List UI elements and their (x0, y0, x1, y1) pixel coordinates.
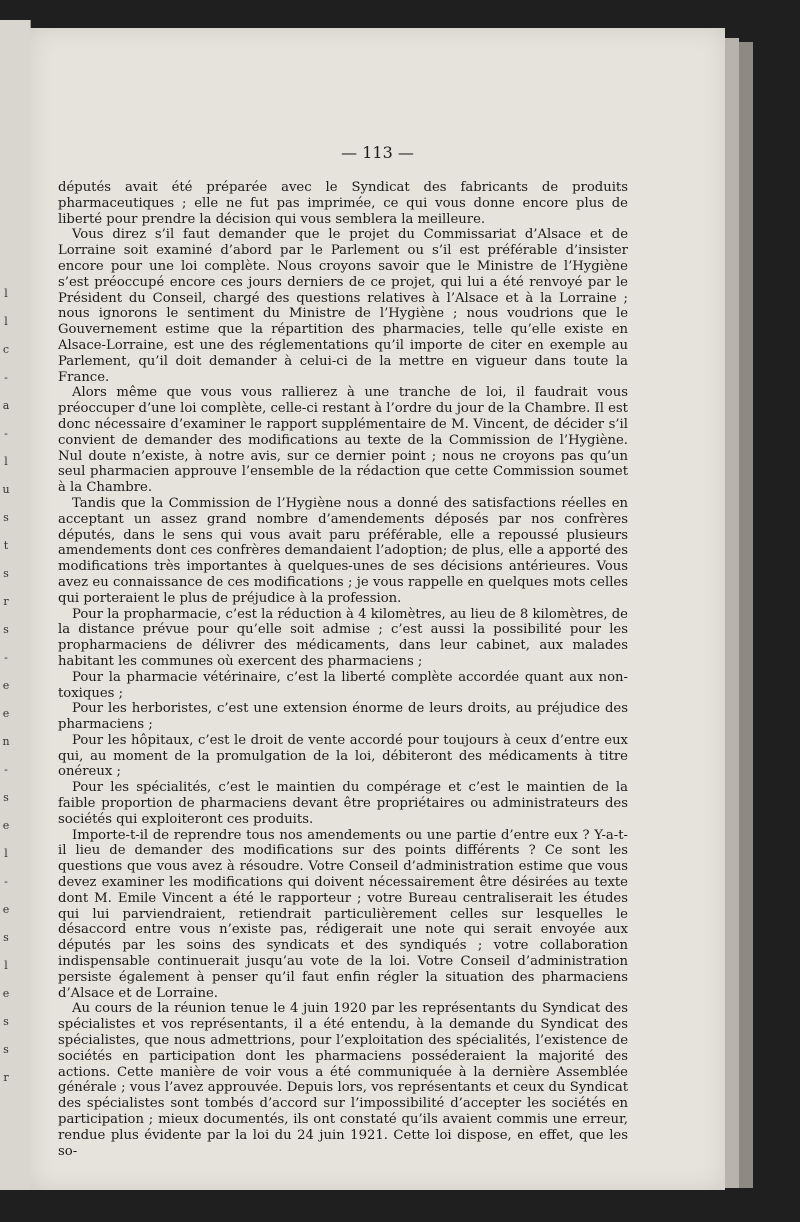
body-text (58, 180, 628, 1159)
margin-mark: e (2, 679, 10, 692)
margin-mark: e (2, 987, 10, 1000)
paragraph: Pour la pharmacie vétérinaire, c’est la liberté complète accordée quant aux non-toxiques ; (58, 669, 628, 701)
margin-mark: l (4, 959, 8, 972)
margin-marks (0, 280, 12, 1092)
document-page (30, 28, 725, 1190)
page-number: — 113 — (341, 143, 414, 162)
margin-mark: l (4, 455, 8, 468)
margin-mark: s (3, 511, 9, 524)
margin-mark: l (4, 847, 8, 860)
margin-mark: r (3, 595, 9, 608)
margin-mark: s (3, 791, 9, 804)
margin-mark: r (3, 1071, 9, 1084)
previous-page-edge (0, 20, 31, 1190)
paragraph: Pour les herboristes, c’est une extension énorme de leurs droits, au préjudice des pharmaciens ; (58, 701, 628, 733)
paragraph: Au cours de la réunion tenue le 4 juin 1920 par les représentants du Syndicat des spécialistes et vos représentants, il a été entendu, à la demande du Syndicat des spécialistes, que nous admettrions, pour l’exploitation des spécialités, l’existence de sociétés en participation dont les pharmaciens posséderaient la majorité des actions. Cette manière de voir vous a été communiquée à la dernière Assemblée générale ; vous l’avez approuvée. Depuis lors, vos représentants et ceux du Syndicat des spécialistes sont tombés d’accord sur l’impossibilité d’accepter les sociétés en participation ; mieux documentés, ils ont constaté qu’ils avaient commis une erreur, rendue plus évidente par la loi du 24 juin 1921. Cette loi dispose, en effet, que les so- (58, 1001, 628, 1159)
margin-mark: e (2, 903, 10, 916)
margin-mark: u (2, 483, 10, 496)
margin-mark: l (4, 315, 8, 328)
paragraph: Tandis que la Commission de l’Hygiène nous a donné des satisfactions réelles en acceptant un assez grand nombre d’amendements déposés par nos confrères députés, dans le sens qui vous avait paru préférable, elle a repoussé plusieurs amendements dont ces confrères demandaient l’adoption; de plus, elle a apporté des modifications très importantes à quelques-unes de ses décisions antérieures. Vous avez eu connaissance de ces modifications ; je vous rappelle en quelques mots celles qui porteraient le plus de préjudice à la profession. (58, 495, 628, 606)
paragraph: Alors même que vous vous rallierez à une tranche de loi, il faudrait vous préoccuper d’une loi complète, celle-ci restant à l’ordre du jour de la Chambre. Il est donc nécessaire d’examiner le rapport supplémentaire de M. Vincent, de décider s’il convient de demander des modifications au texte de la Commission de l’Hygiène. Nul doute n’existe, à notre avis, sur ce dernier point ; nous ne croyons pas qu’un seul pharmacien approuve l’ensemble de la rédaction que cette Commission soumet à la Chambre. (58, 385, 628, 496)
margin-mark: - (4, 763, 8, 776)
margin-mark: - (4, 427, 8, 440)
margin-mark: a (2, 399, 10, 412)
margin-mark: - (4, 875, 8, 888)
paragraph: Pour la propharmacie, c’est la réduction à 4 kilomètres, au lieu de 8 kilomètres, de la distance prévue pour qu’elle soit admise ; c’est aussi la possibilité pour les propharmaciens de délivrer des médicaments, dans leur cabinet, aux malades habitant les communes où exercent des pharmaciens ; (58, 606, 628, 669)
margin-mark: - (4, 371, 8, 384)
margin-mark: s (3, 1015, 9, 1028)
paragraph: Importe-t-il de reprendre tous nos amendements ou une partie d’entre eux ? Y-a-t-il lieu de demander des modifications sur des points différents ? Ce sont les questions que vous avez à résoudre. Votre Conseil d’administration estime que vous devez examiner les modifications qui doivent nécessairement être désirées au texte dont M. Emile Vincent a été le rapporteur ; votre Bureau centraliserait les études qui lui parviendraient, retiendrait particulièrement celles sur lesquelles le désaccord entre vous n’existe pas, rédigerait une note qui serait envoyée aux députés par les soins des syndicats et des syndiqués ; votre collaboration indispensable continuerait jusqu’au vote de la loi. Votre Conseil d’administration persiste également à penser qu’il faut enfin régler la situation des pharmaciens d’Alsace et de Lorraine. (58, 827, 628, 1001)
page-edge-stack-outer (739, 42, 753, 1188)
paragraph: députés avait été préparée avec le Syndicat des fabricants de produits pharmaceutiques ; elle ne fut pas imprimée, ce qui vous donne encore plus de liberté pour prendre la décision qui vous semblera la meilleure. (58, 180, 628, 227)
margin-mark: n (2, 735, 10, 748)
margin-mark: e (2, 819, 10, 832)
margin-mark: s (3, 931, 9, 944)
margin-mark: c (2, 343, 10, 356)
paragraph: Vous direz s’il faut demander que le projet du Commissariat d’Alsace et de Lorraine soit examiné d’abord par le Parlement ou s’il est préférable d’insister encore pour une loi complète. Nous croyons savoir que le Ministre de l’Hygiène s’est préoccupé encore ces jours derniers de ce projet, qui lui a été renvoyé par le Président du Conseil, chargé des questions relatives à l’Alsace et à la Lorraine ; nous ignorons le sentiment du Ministre de l’Hygiène ; nous voudrions que le Gouvernement estime que la répartition des pharmacies, telle qu’elle existe en Alsace-Lorraine, est une des réglementations qu’il importe de citer en exemple au Parlement, qu’il doit demander à celui-ci de la mettre en vigueur dans toute la France. (58, 227, 628, 385)
margin-mark: s (3, 567, 9, 580)
margin-mark: s (3, 623, 9, 636)
paragraph: Pour les hôpitaux, c’est le droit de vente accordé pour toujours à ceux d’entre eux qui, au moment de la promulgation de la loi, débiteront des médicaments à titre onéreux ; (58, 732, 628, 780)
paragraph: Pour les spécialités, c’est le maintien du compérage et c’est le maintien de la faible proportion de pharmaciens devant être propriétaires ou administrateurs des sociétés qui exploiteront ces produits. (58, 780, 628, 827)
page-edge-stack (725, 38, 739, 1188)
margin-mark: e (2, 707, 10, 720)
margin-mark: t (3, 539, 9, 552)
margin-mark: - (4, 651, 8, 664)
margin-mark: l (4, 287, 8, 300)
margin-mark: s (3, 1043, 9, 1056)
